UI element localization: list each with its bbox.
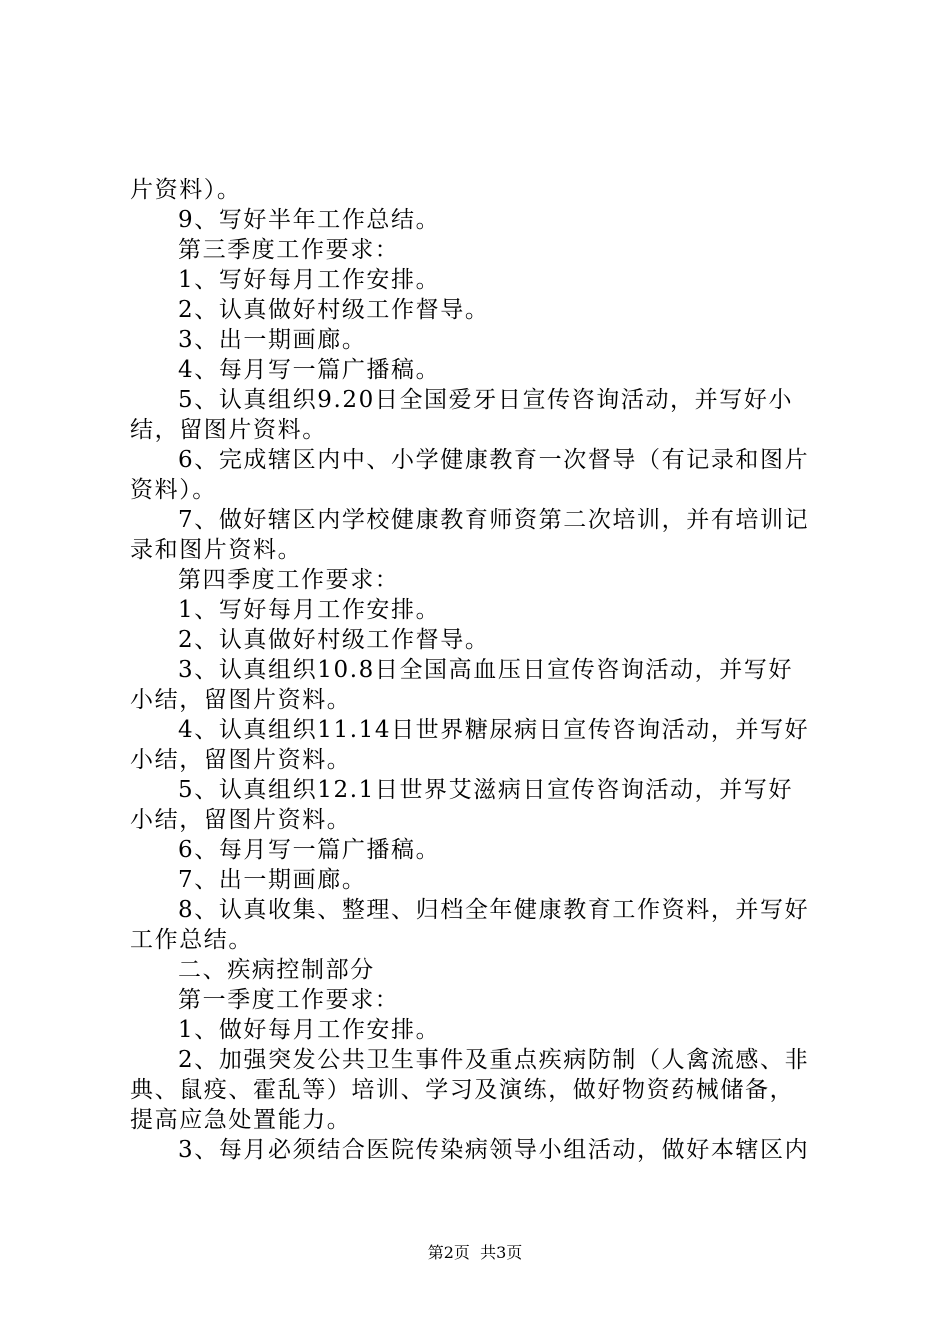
text-line: 资料）。 [130, 477, 217, 503]
page-footer [0, 1243, 950, 1263]
text-line: 6、完成辖区内中、小学健康教育一次督导（有记录和图片 [178, 447, 810, 473]
text-line: 4、认真组织11.14日世界糖尿病日宣传咨询活动，并写好 [178, 717, 810, 743]
text-line: 3、出一期画廊。 [178, 327, 367, 353]
text-line: 2、认真做好村级工作督导。 [178, 627, 490, 653]
text-line: 8、认真收集、整理、归档全年健康教育工作资料，并写好 [178, 897, 810, 923]
text-line: 1、写好每月工作安排。 [178, 267, 441, 293]
document-body [130, 175, 830, 1165]
page-number-label: 第2页 共3页 [427, 1243, 523, 1262]
text-line: 第三季度工作要求： [178, 237, 400, 263]
text-line: 7、出一期画廊。 [178, 867, 367, 893]
text-line: 结，留图片资料。 [130, 417, 327, 443]
text-line: 二、疾病控制部分 [178, 957, 375, 983]
text-line: 小结，留图片资料。 [130, 807, 352, 833]
text-line: 9、写好半年工作总结。 [178, 207, 441, 233]
text-line: 7、做好辖区内学校健康教育师资第二次培训，并有培训记 [178, 507, 810, 533]
text-line: 小结，留图片资料。 [130, 747, 352, 773]
text-line: 片资料）。 [130, 177, 242, 203]
text-line: 第四季度工作要求： [178, 567, 400, 593]
text-line: 4、每月写一篇广播稿。 [178, 357, 441, 383]
text-line: 提高应急处置能力。 [130, 1107, 352, 1133]
text-line: 典、鼠疫、霍乱等）培训、学习及演练，做好物资药械储备， [130, 1077, 795, 1103]
text-line: 工作总结。 [130, 927, 253, 953]
text-line: 3、每月必须结合医院传染病领导小组活动，做好本辖区内 [178, 1137, 810, 1163]
text-line: 小结，留图片资料。 [130, 687, 352, 713]
text-line: 5、认真组织9.20日全国爱牙日宣传咨询活动，并写好小 [178, 387, 794, 413]
text-line: 2、认真做好村级工作督导。 [178, 297, 490, 323]
text-line: 3、认真组织10.8日全国高血压日宣传咨询活动，并写好 [178, 657, 794, 683]
text-line: 2、加强突发公共卫生事件及重点疾病防制（人禽流感、非 [178, 1047, 810, 1073]
text-line: 6、每月写一篇广播稿。 [178, 837, 441, 863]
text-line: 1、写好每月工作安排。 [178, 597, 441, 623]
text-line: 录和图片资料。 [130, 537, 303, 563]
text-line: 1、做好每月工作安排。 [178, 1017, 441, 1043]
text-line: 第一季度工作要求： [178, 987, 400, 1013]
text-line: 5、认真组织12.1日世界艾滋病日宣传咨询活动，并写好 [178, 777, 794, 803]
